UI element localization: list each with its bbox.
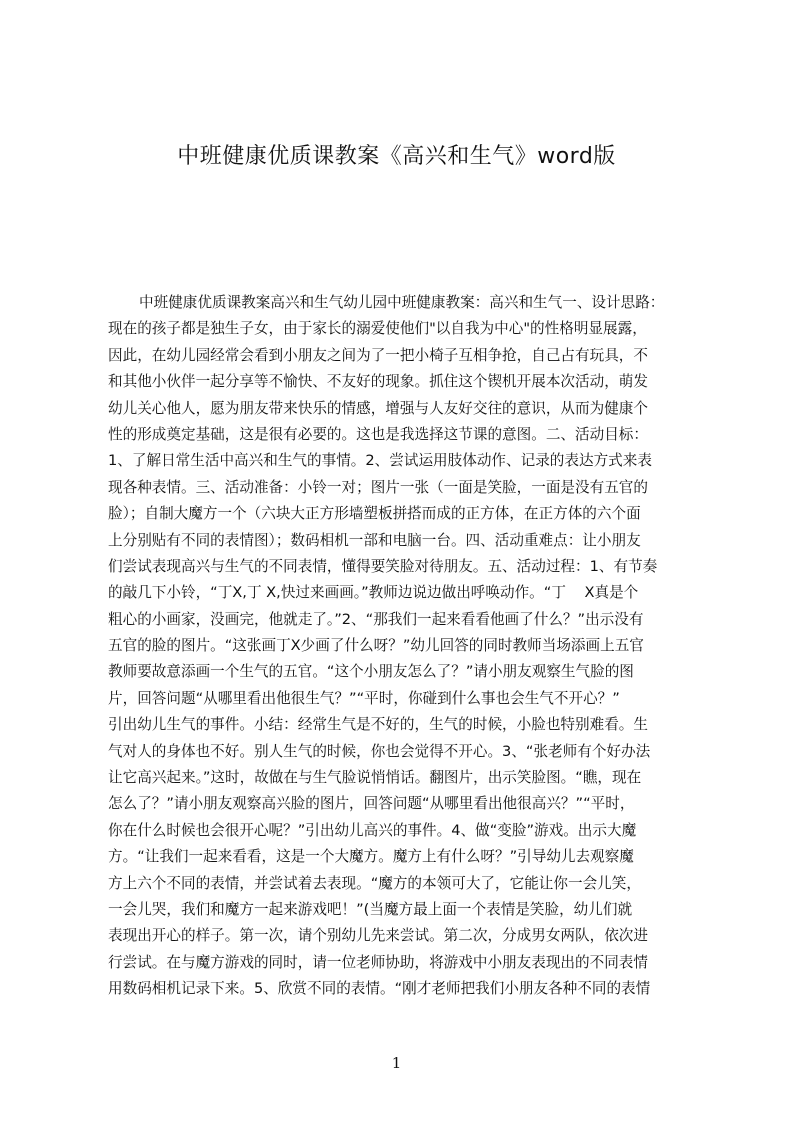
body-line: 因此，在幼儿园经常会看到小朋友之间为了一把小椅子互相争抢，自己占有玩具，不	[108, 346, 648, 364]
body-line: 脸）；自制大魔方一个（六块大正方形墙塑板拼搭而成的正方体，在正方体的六个面	[108, 505, 641, 523]
body-line: 粗心的小画家，没画完，他就走了。”2、“那我们一起来看看他画了什么？”出示没有	[108, 610, 644, 628]
body-line: 中班健康优质课教案高兴和生气幼儿园中班健康教案：高兴和生气一、设计思路：	[139, 294, 665, 311]
body-line: 表现出开心的样子。第一次，请个别幼儿先来尝试。第二次，分成男女两队，依次进	[108, 927, 648, 945]
body-line: 气对人的身体也不好。别人生气的时候，你也会觉得不开心。3、“张老师有个好办法	[108, 742, 651, 760]
body-line: 现各种表情。三、活动准备：小铃一对；图片一张（一面是笑脸，一面是没有五官的	[108, 478, 648, 496]
body-line: 一会儿哭，我们和魔方一起来游戏吧！”(当魔方最上面一个表情是笑脸，幼儿们就	[108, 900, 633, 918]
body-line: 的敲几下小铃，“丁X,丁 X,快过来画画。”教师边说边做出呼唤动作。“丁 X真是个	[108, 584, 639, 602]
body-line: 方。“让我们一起来看看，这是一个大魔方。魔方上有什么呀？”引导幼儿去观察魔	[108, 848, 634, 866]
body-line: 幼儿关心他人，愿为朋友带来快乐的情感，增强与人友好交往的意识，从而为健康个	[108, 399, 648, 417]
body-line: 1、了解日常生活中高兴和生气的事情。2、尝试运用肢体动作、记录的表达方式来表	[108, 452, 652, 470]
body-line: 行尝试。在与魔方游戏的同时，请一位老师协助，将游戏中小朋友表现出的不同表情	[108, 953, 648, 971]
document-body	[108, 290, 700, 1003]
body-line: 引出幼儿生气的事件。小结：经常生气是不好的，生气的时候，小脸也特别难看。生	[108, 716, 648, 734]
body-line: 让它高兴起来。”这时，故做在与生气脸说悄悄话。翻图片，出示笑脸图。“瞧，现在	[108, 769, 642, 787]
body-line: 你在什么时候也会很开心呢？”引出幼儿高兴的事件。4、做“变脸”游戏。出示大魔	[108, 821, 637, 839]
body-line: 方上六个不同的表情，并尝试着去表现。“魔方的本领可大了，它能让你一会儿笑，	[108, 874, 641, 892]
body-line: 性的形成奠定基础，这是很有必要的。这也是我选择这节课的意图。二、活动目标：	[108, 425, 648, 443]
body-line: 用数码相机记录下来。5、欣赏不同的表情。“刚才老师把我们小朋友各种不同的表情	[108, 980, 651, 998]
body-line: 怎么了？”请小朋友观察高兴脸的图片，回答问题“从哪里看出他很高兴？”“平时，	[108, 795, 635, 813]
document-title: 中班健康优质课教案《高兴和生气》word版	[177, 144, 616, 169]
body-line: 和其他小伙伴一起分享等不愉快、不友好的现象。抓住这个锲机开展本次活动，萌发	[108, 373, 648, 391]
body-line: 们尝试表现高兴与生气的不同表情，懂得要笑脸对待朋友。五、活动过程：1、有节奏	[108, 557, 658, 575]
body-line: 现在的孩子都是独生子女，由于家长的溺爱使他们"以自我为中心"的性格明显展露，	[108, 320, 647, 338]
body-line: 上分别贴有不同的表情图）；数码相机一部和电脑一台。四、活动重难点：让小朋友	[108, 531, 641, 549]
body-line: 教师要故意添画一个生气的五官。“这个小朋友怎么了？”请小朋友观察生气脸的图	[108, 663, 634, 681]
body-line: 五官的脸的图片。“这张画丁X少画了什么呀？”幼儿回答的同时教师当场添画上五官	[108, 637, 644, 655]
body-line: 片，回答问题“从哪里看出他很生气？”“平时，你碰到什么事也会生气不开心？”	[108, 689, 620, 707]
page-number: 1	[391, 1054, 402, 1072]
